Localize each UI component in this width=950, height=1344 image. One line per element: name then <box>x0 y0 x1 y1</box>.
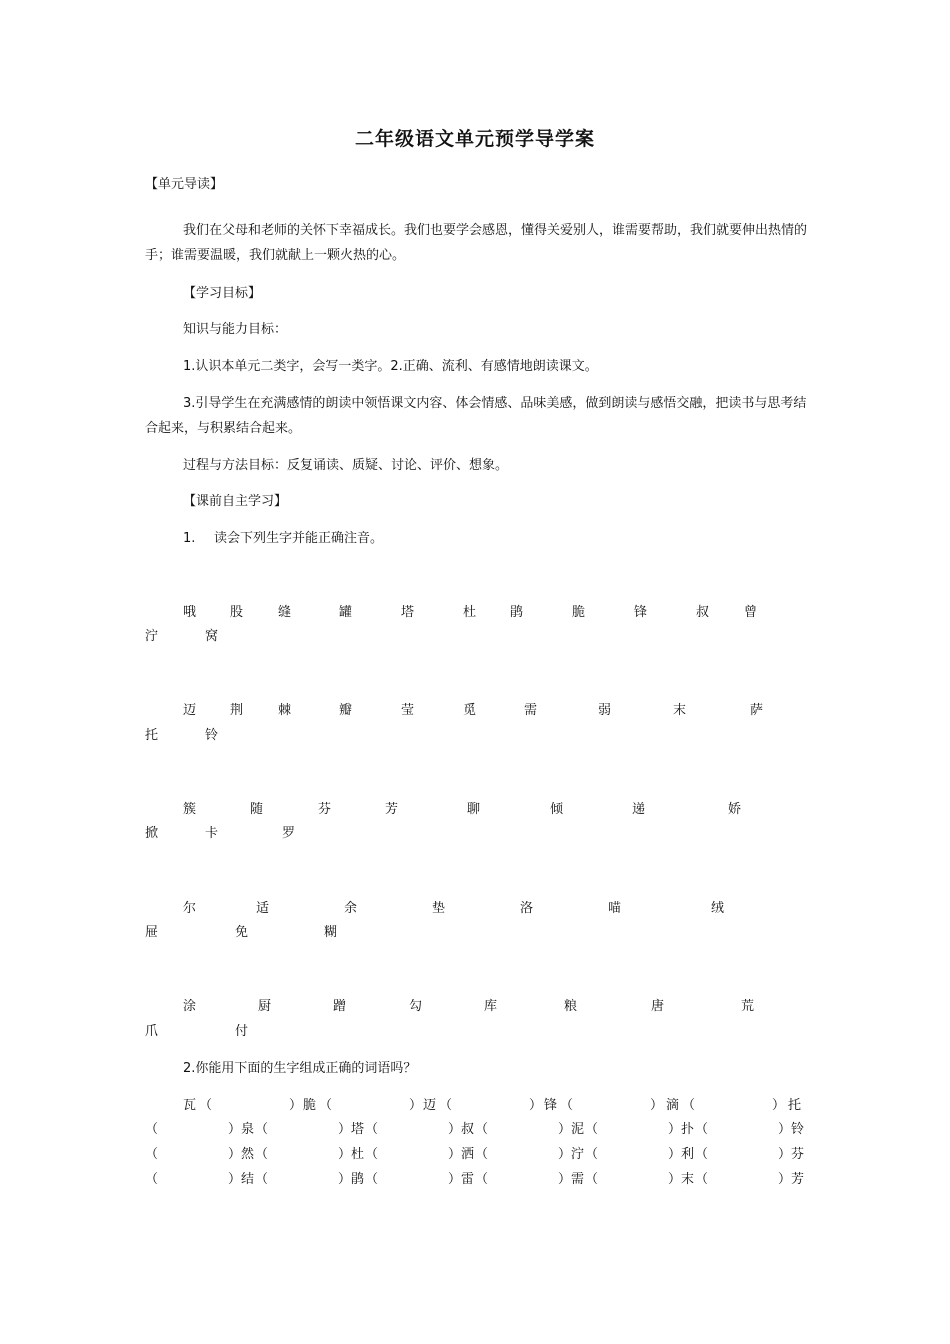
word-char: 铃 <box>791 1122 805 1137</box>
word-char: 然 <box>241 1147 255 1162</box>
char: 唐 <box>651 999 665 1014</box>
goal-process: 过程与方法目标：反复诵读、质疑、讨论、评价、想象。 <box>183 458 509 473</box>
blank-close: ） <box>228 1122 242 1137</box>
blank-close: ） <box>228 1172 242 1187</box>
char: 鹃 <box>510 605 524 620</box>
blank-close: ） <box>409 1098 423 1113</box>
char: 簇 <box>183 802 197 817</box>
blank-open: （ <box>475 1172 489 1187</box>
char: 塔 <box>401 605 415 620</box>
char: 递 <box>632 802 646 817</box>
char: 糊 <box>324 925 338 940</box>
char: 随 <box>250 802 264 817</box>
char: 勾 <box>409 999 423 1014</box>
blank-open: （ <box>255 1147 269 1162</box>
char: 瓣 <box>339 703 353 718</box>
char: 垫 <box>432 901 446 916</box>
char: 倾 <box>550 802 564 817</box>
char: 厨 <box>258 999 272 1014</box>
blank-close: ） <box>338 1122 352 1137</box>
char: 付 <box>235 1024 249 1039</box>
blank-close: ） <box>448 1172 462 1187</box>
char: 股 <box>230 605 244 620</box>
char: 适 <box>256 901 270 916</box>
blank-close: ） <box>650 1098 664 1113</box>
char: 泞 <box>145 629 159 644</box>
char: 芳 <box>385 802 399 817</box>
blank-open: （ <box>682 1098 696 1113</box>
goal-1-2: 1.认识本单元二类字，会写一类字。2.正确、流利、有感情地朗读课文。 <box>183 359 598 374</box>
goals-heading: 【学习目标】 <box>183 286 262 301</box>
blank-close: ） <box>668 1172 682 1187</box>
word-char: 芬 <box>791 1147 805 1162</box>
word-char: 叔 <box>461 1122 475 1137</box>
char: 觅 <box>463 703 477 718</box>
char: 迈 <box>183 703 197 718</box>
word-char: 滴 <box>666 1098 680 1113</box>
char: 罗 <box>282 826 296 841</box>
char: 芬 <box>318 802 332 817</box>
char: 萨 <box>750 703 764 718</box>
blank-close: ） <box>778 1147 792 1162</box>
char: 托 <box>145 728 159 743</box>
char: 叔 <box>696 605 710 620</box>
blank-open: （ <box>475 1122 489 1137</box>
word-char: 雷 <box>461 1172 475 1187</box>
char: 涂 <box>183 999 197 1014</box>
char: 库 <box>484 999 498 1014</box>
blank-open: （ <box>695 1147 709 1162</box>
self-study-heading: 【课前自主学习】 <box>183 494 288 509</box>
word-char: 芳 <box>791 1172 805 1187</box>
char: 弱 <box>598 703 612 718</box>
char: 荒 <box>741 999 755 1014</box>
goal-3: 3.引导学生在充满感情的朗读中领悟课文内容、体会情感、品味美感，做到朗读与感悟交融，把读书与思考结合起来，与积累结合起来。 <box>145 396 807 436</box>
blank-open: （ <box>319 1098 333 1113</box>
blank-close: ） <box>772 1098 786 1113</box>
blank-open: （ <box>365 1122 379 1137</box>
blank-open: （ <box>475 1147 489 1162</box>
blank-open: （ <box>145 1122 159 1137</box>
word-char: 瓦 <box>183 1098 197 1113</box>
blank-close: ） <box>228 1147 242 1162</box>
char: 末 <box>673 703 687 718</box>
char: 莹 <box>401 703 415 718</box>
word-char: 结 <box>241 1172 255 1187</box>
char: 棘 <box>278 703 292 718</box>
intro-heading: 【单元导读】 <box>145 177 224 192</box>
word-char: 利 <box>681 1147 695 1162</box>
char: 喵 <box>608 901 622 916</box>
blank-close: ） <box>558 1147 572 1162</box>
blank-close: ） <box>778 1122 792 1137</box>
goal-knowledge-label: 知识与能力目标： <box>183 322 288 337</box>
blank-close: ） <box>778 1172 792 1187</box>
char: 免 <box>235 925 249 940</box>
char: 缝 <box>278 605 292 620</box>
char: 窝 <box>205 629 219 644</box>
char: 铃 <box>205 728 219 743</box>
task1-number: 1. <box>183 531 196 546</box>
blank-open: （ <box>365 1172 379 1187</box>
blank-close: ） <box>338 1172 352 1187</box>
blank-open: （ <box>255 1122 269 1137</box>
char: 尔 <box>183 901 197 916</box>
blank-close: ） <box>668 1147 682 1162</box>
blank-open: （ <box>585 1122 599 1137</box>
char: 蹭 <box>333 999 347 1014</box>
char: 洛 <box>520 901 534 916</box>
blank-close: ） <box>448 1122 462 1137</box>
word-char: 泥 <box>571 1122 585 1137</box>
char: 罐 <box>339 605 353 620</box>
char: 聊 <box>467 802 481 817</box>
blank-close: ） <box>558 1172 572 1187</box>
word-char: 脆 <box>303 1098 317 1113</box>
blank-open: （ <box>365 1147 379 1162</box>
char: 曾 <box>744 605 758 620</box>
blank-open: （ <box>695 1122 709 1137</box>
blank-open: （ <box>199 1098 213 1113</box>
intro-paragraph: 我们在父母和老师的关怀下幸福成长。我们也要学会感恩，懂得关爱别人，谁需要帮助，我们就要伸出热情的手；谁需要温暖，我们就献上一颗火热的心。 <box>145 223 808 263</box>
char: 荆 <box>230 703 244 718</box>
word-char: 鹃 <box>351 1172 365 1187</box>
char: 掀 <box>145 826 159 841</box>
word-char: 塔 <box>351 1122 365 1137</box>
blank-close: ） <box>668 1122 682 1137</box>
char: 锋 <box>634 605 648 620</box>
char: 需 <box>524 703 538 718</box>
blank-open: （ <box>439 1098 453 1113</box>
task2-question: 2.你能用下面的生字组成正确的词语吗？ <box>183 1061 417 1076</box>
char: 杜 <box>463 605 477 620</box>
word-char: 需 <box>571 1172 585 1187</box>
blank-open: （ <box>145 1147 159 1162</box>
word-char: 托 <box>788 1098 802 1113</box>
char: 粮 <box>564 999 578 1014</box>
char: 哦 <box>183 605 197 620</box>
word-char: 泞 <box>571 1147 585 1162</box>
blank-open: （ <box>585 1147 599 1162</box>
word-char: 锋 <box>544 1098 558 1113</box>
blank-open: （ <box>560 1098 574 1113</box>
blank-close: ） <box>289 1098 303 1113</box>
blank-close: ） <box>529 1098 543 1113</box>
task1-text: 读会下列生字并能正确注音。 <box>214 531 384 546</box>
word-char: 泉 <box>241 1122 255 1137</box>
char: 卡 <box>205 826 219 841</box>
word-char: 迈 <box>423 1098 437 1113</box>
page-title: 二年级语文单元预学导学案 <box>354 128 595 150</box>
blank-close: ） <box>338 1147 352 1162</box>
char: 屉 <box>145 925 159 940</box>
char: 余 <box>344 901 358 916</box>
char: 娇 <box>728 802 742 817</box>
word-char: 杜 <box>351 1147 365 1162</box>
word-char: 末 <box>681 1172 695 1187</box>
blank-open: （ <box>145 1172 159 1187</box>
blank-open: （ <box>585 1172 599 1187</box>
char: 爪 <box>145 1024 159 1039</box>
blank-close: ） <box>558 1122 572 1137</box>
char: 绒 <box>711 901 725 916</box>
blank-open: （ <box>255 1172 269 1187</box>
blank-open: （ <box>695 1172 709 1187</box>
word-char: 洒 <box>461 1147 475 1162</box>
word-char: 扑 <box>681 1122 695 1137</box>
char: 脆 <box>572 605 586 620</box>
blank-close: ） <box>448 1147 462 1162</box>
